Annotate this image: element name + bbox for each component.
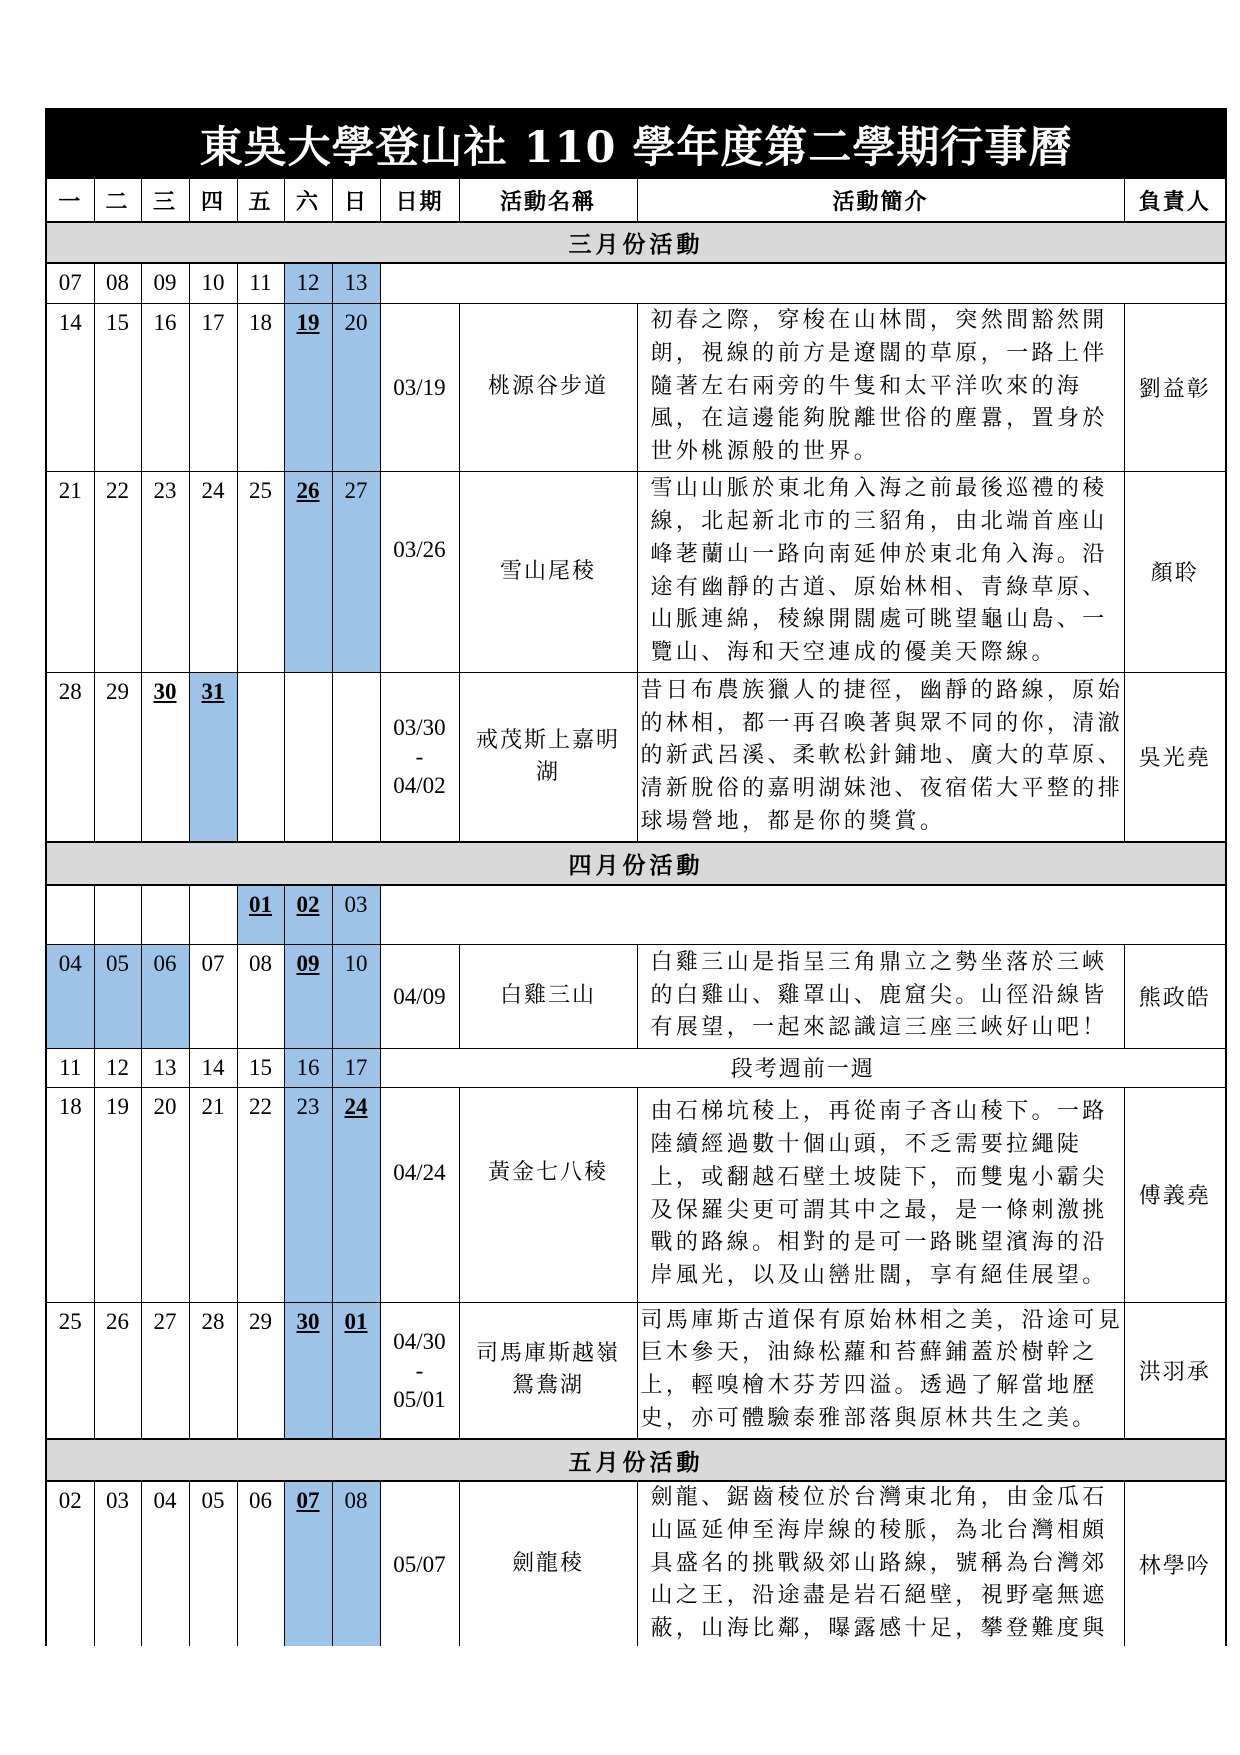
calendar-day-cell [237,263,284,303]
calendar-day-cell [94,303,141,471]
day-number: 05 [201,1488,225,1513]
day-number: 10 [344,950,368,976]
event-description: 昔日布農族獵人的捷徑，幽靜的路線，原始 的林相，都一再召喚著與眾不同的你，清澈 的新武呂溪、柔軟松針鋪地、廣大的草原、 清新脫俗的嘉明湖妹池、夜宿偌大平整的排 球場營地，都是你的獎賞。 [637,672,1124,842]
day-number: 30 [296,1308,320,1334]
column-header-monday: 一 [46,179,94,223]
day-number: 20 [344,309,368,335]
column-header-saturday: 六 [284,179,332,223]
day-number: 14 [201,1054,225,1080]
calendar-day-cell [141,1302,189,1439]
event-name: 劍龍稜 [459,1481,637,1646]
event-date: 04/30 - 05/01 [380,1302,459,1439]
day-number: 23 [153,477,177,503]
calendar-day-cell [94,263,141,303]
event-date: 03/30 - 04/02 [380,672,459,842]
day-number: 28 [201,1308,225,1334]
day-number: 10 [201,270,225,295]
event-description: 劍龍、鋸齒稜位於台灣東北角，由金瓜石 山區延伸至海岸線的稜脈，為北台灣相頗 具盛名的挑戰級郊山路線，號稱為台灣郊 山之王，沿途盡是岩石絕壁，視野毫無遮 蔽，山海比鄰，曝露感十足，攀登難度與 [637,1481,1124,1646]
calendar-day-cell [46,303,94,471]
month-band-row [46,842,1226,885]
day-number: 26 [296,477,320,503]
column-header-sunday: 日 [332,179,380,223]
column-header-row [46,179,1226,223]
event-name: 黃金七八稜 [459,1087,637,1302]
calendar-day-cell [94,885,141,944]
day-number: 14 [58,309,82,335]
calendar-day-cell [94,1048,141,1087]
day-number: 03 [344,892,368,917]
column-header-activity-description: 活動簡介 [637,179,1124,223]
calendar-day-cell [141,672,189,842]
day-number: 18 [249,309,272,335]
calendar-day-cell [237,1481,284,1646]
week-row [46,263,1226,303]
calendar-day-cell [94,1481,141,1646]
day-number: 11 [249,270,272,295]
day-number: 16 [153,309,177,335]
calendar-day-cell [46,1302,94,1439]
calendar-day-cell [332,885,380,944]
day-number: 23 [296,1093,320,1119]
week-row [46,471,1226,672]
column-header-activity-name: 活動名稱 [459,179,637,223]
day-number: 31 [201,678,225,704]
day-number: 06 [249,1488,272,1513]
day-number: 18 [58,1093,82,1119]
day-number: 21 [201,1093,225,1119]
day-number: 13 [344,270,368,295]
calendar-day-cell [46,1087,94,1302]
calendar-day-cell [237,1087,284,1302]
calendar-day-cell [94,1087,141,1302]
day-number: 06 [153,950,177,976]
event-name: 司馬庫斯越嶺 鴛鴦湖 [459,1302,637,1439]
event-name: 雪山尾稜 [459,471,637,672]
calendar-day-cell [141,1481,189,1646]
day-number: 08 [106,270,129,295]
calendar-day-cell [284,1087,332,1302]
calendar-day-cell [141,1048,189,1087]
calendar-day-cell [332,944,380,1048]
event-name: 白雞三山 [459,944,637,1048]
event-leader: 傅義堯 [1124,1087,1226,1302]
month-band-row [46,1439,1226,1481]
day-number: 07 [296,1488,320,1513]
day-number: 08 [344,1488,368,1513]
month-band-row [46,222,1226,263]
column-header-wednesday: 三 [141,179,189,223]
month-band-title: 四月份活動 [46,842,1226,885]
week-row [46,1048,1226,1087]
calendar-day-cell [237,471,284,672]
calendar-day-cell [237,303,284,471]
week-row [46,944,1226,1048]
day-number: 01 [344,1308,368,1334]
day-number: 22 [106,477,129,503]
week-row [46,885,1226,944]
calendar-day-cell [284,1048,332,1087]
day-number: 30 [153,678,177,704]
week-note [380,885,1226,944]
calendar-day-cell [332,1048,380,1087]
calendar-day-cell [332,1087,380,1302]
day-number: 19 [296,309,320,335]
day-number: 22 [249,1093,272,1119]
calendar-day-cell [284,1302,332,1439]
day-number: 25 [58,1308,82,1334]
calendar-day-cell [237,672,284,842]
day-number: 24 [344,1093,368,1119]
calendar-day-cell [332,672,380,842]
column-header-tuesday: 二 [94,179,141,223]
calendar-day-cell [141,885,189,944]
day-number: 24 [201,477,225,503]
title-row [46,109,1226,179]
calendar-day-cell [284,885,332,944]
calendar-day-cell [189,1048,237,1087]
event-date: 04/24 [380,1087,459,1302]
week-row [46,1087,1226,1302]
day-number: 28 [58,678,82,704]
calendar-day-cell [284,672,332,842]
calendar-day-cell [189,263,237,303]
day-number: 29 [106,678,129,704]
calendar-day-cell [332,1302,380,1439]
day-number: 07 [201,950,225,976]
day-number: 08 [249,950,272,976]
calendar-day-cell [332,263,380,303]
calendar-day-cell [237,1302,284,1439]
day-number: 07 [58,270,82,295]
calendar-day-cell [189,1481,237,1646]
calendar-day-cell [284,263,332,303]
event-description: 初春之際，穿梭在山林間，突然間豁然開 朗，視線的前方是遼闊的草原，一路上伴 隨著左右兩旁的牛隻和太平洋吹來的海 風，在這邊能夠脫離世俗的塵囂，置身於 世外桃源般的世界。 [637,303,1124,471]
day-number: 20 [153,1093,177,1119]
day-number: 25 [249,477,272,503]
day-number: 15 [249,1054,272,1080]
calendar-day-cell [46,471,94,672]
calendar-day-cell [189,1302,237,1439]
page-title: 東吳大學登山社 110 學年度第二學期行事曆 [46,109,1226,179]
calendar-day-cell [189,885,237,944]
calendar-day-cell [94,672,141,842]
calendar-day-cell [141,944,189,1048]
day-number: 15 [106,309,129,335]
calendar-day-cell [141,1087,189,1302]
event-leader: 顏聆 [1124,471,1226,672]
day-number: 21 [58,477,82,503]
calendar-day-cell [284,303,332,471]
calendar-day-cell [189,471,237,672]
day-number: 12 [296,270,320,295]
day-number: 13 [153,1054,177,1080]
week-row [46,303,1226,471]
event-description: 白雞三山是指呈三角鼎立之勢坐落於三峽 的白雞山、雞罩山、鹿窟尖。山徑沿線皆 有展望，一起來認識這三座三峽好山吧！ [637,944,1124,1048]
calendar-day-cell [46,885,94,944]
calendar-day-cell [284,944,332,1048]
calendar-day-cell [46,672,94,842]
calendar-day-cell [46,1048,94,1087]
event-date: 04/09 [380,944,459,1048]
event-date: 03/19 [380,303,459,471]
event-date: 05/07 [380,1481,459,1646]
calendar-day-cell [189,1087,237,1302]
day-number: 01 [249,892,272,917]
column-header-date: 日期 [380,179,459,223]
calendar-day-cell [189,944,237,1048]
day-number: 02 [296,892,320,917]
day-number: 17 [201,309,225,335]
day-number: 09 [296,950,320,976]
event-description: 雪山山脈於東北角入海之前最後巡禮的稜 線，北起新北市的三貂角，由北端首座山 峰荖蘭山一路向南延伸於東北角入海。沿 途有幽靜的古道、原始林相、青綠草原、 山脈連綿，稜線開闊處可眺望龜山島、一 覽山、海和天空連成的優美天際線。 [637,471,1124,672]
calendar-day-cell [46,263,94,303]
column-header-leader: 負責人 [1124,179,1226,223]
day-number: 27 [153,1308,177,1334]
event-leader: 熊政皓 [1124,944,1226,1048]
calendar-day-cell [141,303,189,471]
event-leader: 劉益彰 [1124,303,1226,471]
semester-calendar-table [45,108,1227,1646]
day-number: 11 [59,1054,82,1080]
event-name: 戒茂斯上嘉明 湖 [459,672,637,842]
day-number: 27 [344,477,368,503]
calendar-day-cell [141,263,189,303]
calendar-day-cell [94,944,141,1048]
week-row [46,1302,1226,1439]
calendar-day-cell [237,1048,284,1087]
calendar-day-cell [46,1481,94,1646]
day-number: 09 [153,270,177,295]
event-date: 03/26 [380,471,459,672]
calendar-day-cell [141,471,189,672]
calendar-body [46,222,1226,1646]
week-row [46,1481,1226,1646]
month-band-title: 三月份活動 [46,222,1226,263]
event-leader: 吳光堯 [1124,672,1226,842]
calendar-day-cell [332,303,380,471]
day-number: 04 [153,1488,177,1513]
week-note: 段考週前一週 [380,1048,1226,1087]
day-number: 29 [249,1308,272,1334]
calendar-day-cell [237,885,284,944]
column-header-thursday: 四 [189,179,237,223]
day-number: 02 [58,1488,82,1513]
calendar-day-cell [284,471,332,672]
calendar-day-cell [237,944,284,1048]
calendar-day-cell [332,1481,380,1646]
event-description: 由石梯坑稜上，再從南子吝山稜下。一路 陸續經過數十個山頭，不乏需要拉繩陡 上，或翻越石壁土坡陡下，而雙鬼小霸尖 及保羅尖更可謂其中之最，是一條刺激挑 戰的路線。相對的是可一路眺望濱海的沿 岸風光，以及山巒壯闊，享有絕佳展望。 [637,1087,1124,1302]
calendar-day-cell [94,471,141,672]
event-name: 桃源谷步道 [459,303,637,471]
day-number: 17 [344,1054,368,1080]
calendar-day-cell [332,471,380,672]
day-number: 26 [106,1308,129,1334]
calendar-day-cell [46,944,94,1048]
day-number: 04 [58,950,82,976]
week-row [46,672,1226,842]
event-description: 司馬庫斯古道保有原始林相之美，沿途可見 巨木參天，油綠松蘿和苔蘚鋪蓋於樹幹之 上，輕嗅檜木芬芳四溢。透過了解當地歷 史，亦可體驗泰雅部落與原林共生之美。 [637,1302,1124,1439]
column-header-friday: 五 [237,179,284,223]
event-leader: 林學吟 [1124,1481,1226,1646]
day-number: 16 [296,1054,320,1080]
calendar-day-cell [284,1481,332,1646]
event-leader: 洪羽承 [1124,1302,1226,1439]
calendar-day-cell [94,1302,141,1439]
week-note [380,263,1226,303]
day-number: 03 [106,1488,129,1513]
calendar-day-cell [189,303,237,471]
day-number: 19 [106,1093,129,1119]
day-number: 12 [106,1054,129,1080]
day-number: 05 [106,950,129,976]
month-band-title: 五月份活動 [46,1439,1226,1481]
calendar-day-cell [189,672,237,842]
